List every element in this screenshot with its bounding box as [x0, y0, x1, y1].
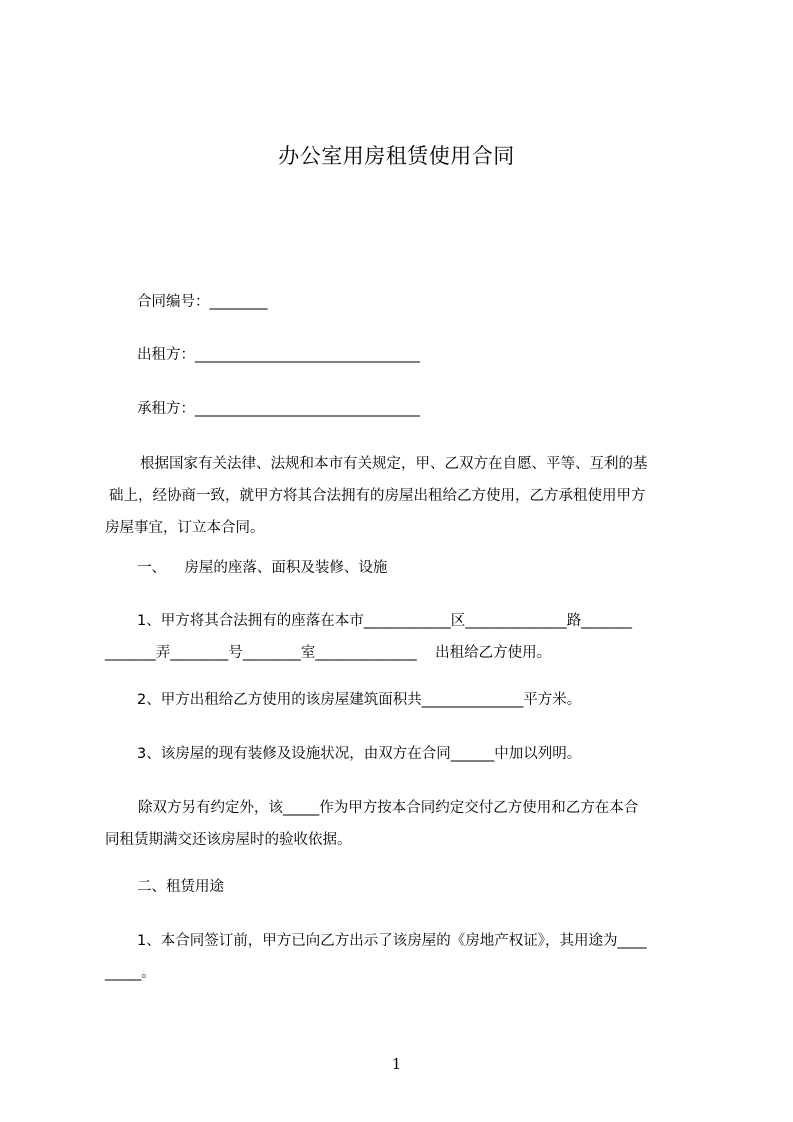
section-1-heading: 一、 房屋的座落、面积及装修、设施 [137, 560, 388, 576]
clause-1-1-line-2: _______弄________号________室______________ 出租给乙方使用。 [105, 645, 552, 661]
section-1-clause-1 [105, 605, 705, 669]
section-1-clause-4 [105, 792, 705, 856]
clause-1-4-line-2: 同租赁期满交还该房屋时的验收依据。 [105, 832, 352, 848]
clause-2-1-line-2: _____。 [105, 965, 156, 981]
intro-line-3: 房屋事宜，订立本合同。 [105, 520, 265, 536]
section-1-clause-3: 3、该房屋的现有装修及设施状况，由双方在合同______中加以列明。 [137, 746, 582, 762]
clause-1-4-line-1: 除双方另有约定外，该_____作为甲方按本合同约定交付乙方使用和乙方在本合 [138, 800, 639, 816]
section-1-clause-2: 2、甲方出租给乙方使用的该房屋建筑面积共______________平方米。 [137, 692, 582, 708]
lessor-line: 出租方：_______________________________ [137, 347, 420, 363]
clause-1-1-line-1: 1、甲方将其合法拥有的座落在本市____________区______________路_______ [137, 613, 632, 629]
lessee-line: 承租方：_______________________________ [137, 401, 420, 417]
intro-paragraph [105, 448, 705, 544]
contract-number-line: 合同编号：________ [137, 294, 268, 310]
clause-2-1-line-1: 1、本合同签订前，甲方已向乙方出示了该房屋的《房地产权证》，其用途为____ [137, 933, 647, 949]
contract-title: 办公室用房租赁使用合同 [278, 144, 515, 168]
intro-line-1: 根据国家有关法律、法规和本市有关规定，甲、乙双方在自愿、平等、互利的基 [140, 456, 648, 472]
page-number: 1 [391, 1055, 402, 1073]
section-2-clause-1 [105, 925, 705, 989]
intro-line-2: 础上，经协商一致，就甲方将其合法拥有的房屋出租给乙方使用，乙方承租使用甲方 [109, 488, 646, 504]
section-2-heading: 二、租赁用途 [137, 879, 224, 895]
